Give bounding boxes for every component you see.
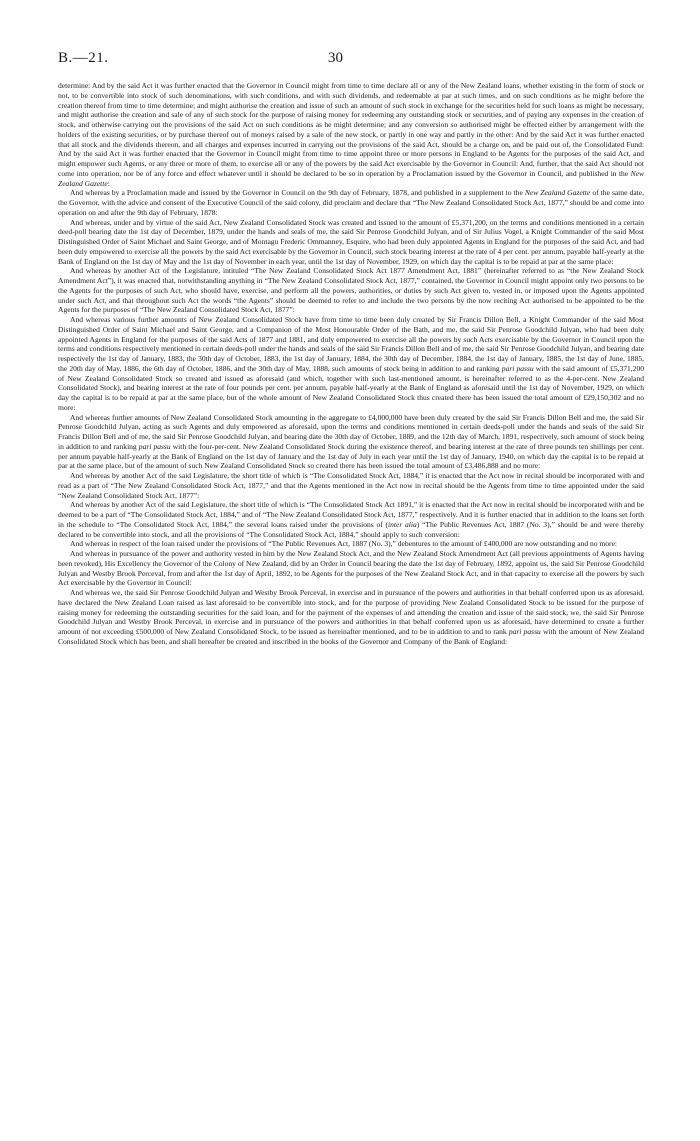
paragraph: And whereas further amounts of New Zealand Consolidated Stock amounting in the aggregate to £4,000,000 have been duly created by the said Sir Francis Dillon Bell and me, the said Sir Penrose Goodchild Julyan, acting as such Agents and duly empowered as aforesaid, upon the terms and conditions mentioned in certain deeds-poll under the hands and seals of the said Sir Francis Dillon Bell and of me, the said Sir Penrose Goodchild Julyan, and bearing date the 30th day of October, 1889, and the 12th day of March, 1891, respectively, such amount of stock being in addition to and ranking pari passu with the four-per-cent. New Zealand Consolidated Stock during the existence thereof, and bearing interest at the rate of three pounds ten shillings per cent. per annum payable half-yearly at the Bank of England on the 1st day of January and the 1st day of July in each year until the 1st day of January, 1940, on which day the capital is to be repaid at par at the same place, but of the amount of such New Zealand Consolidated Stock so created there has been issued the total amount of £3,486,888 and no more:: [58, 412, 645, 471]
document-body: [58, 81, 644, 647]
document-reference: B.—21.: [58, 50, 109, 66]
paragraph: And whereas in respect of the loan raised under the provisions of “The Public Revenues Act, 1887 (No. 3),” debentures to the amount of £400,000 are now outstanding and no more:: [70, 539, 618, 549]
paragraph: And whereas by another Act of the said Legislature, the short title of which is “The Consolidated Stock Act, 1884,” it is enacted that the Act now in recital should be incorporated with and read as a part of “The New Zealand Consolidated Stock Act, 1877,” and that the Agents mentioned in the Act now in recital should be the Agents from time to time appointed under the said “New Zealand Consolidated Stock Act, 1877”:: [58, 471, 644, 500]
paragraph: And whereas by another Act of the said Legislature, the short title of which is “The Consolidated Stock Act 1891,” it is enacted that the Act now in recital should be incorporated with and be deemed to be a part of “The Consolidated Stock Act, 1884,” and of “The New Zealand Consolidated Stock Act, 1877,” respectively. And it is further enacted that in addition to the loans set forth in the schedule to “The Consolidated Stock Act, 1884,” the several loans raised under the provisions of (inter alia) “The Public Revenues Act, 1887 (No. 3),” should be and were thereby declared to be convertible into stock, and all the provisions of “The Consolidated Stock Act, 1884,” should apply to such conversion:: [58, 500, 644, 539]
page-number: 30: [328, 50, 343, 66]
paragraph: determine: And by the said Act it was further enacted that the Governor in Council might from time to time declare all or any of the New Zealand loans, whether existing in the form of stock or not, to be convertible into stock of such denominations, with such conditions, and with such dividends, and redeemable at par at such times, and on such conditions as he might before the creation thereof from time to time determine; and might authorise the creation and issue of such an amount of such stock in exchange for the securities held for such loans as might be necessary, and might authorise the creation and sale of any of such stock for the purpose of raising money for redeeming any outstanding stock or securities, and of paying any expenses in the creation of stock, and otherwise carrying out the provisions of the said Act on such conditions as he might determine; and any conversion so authorised might be effected either by arrangement with the holders of the existing securities, or by purchase thereof out of moneys raised by a sale of the new stock, or partly in one way and partly in the other: And by the said Act it was further enacted that all stock and the dividends thereon, and all charges and expenses incurred in carrying out the provisions of the said Act, should be a charge on, and be paid out of, the Consolidated Fund: And by the said Act it was further enacted that the Governor in Council might from time to time appoint three or more persons in England to be Agents for the purposes of the said Act, and might empower such Agents, or any three or more of them, to exercise all or any of the powers by the said Act exercisable by the Governor in Council: And, further, that the said Act should not come into operation, nor be of any force and effect whatever until it should be declared to be so in operation by a Proclamation issued by the Governor in Council, and published in the New Zealand Gazette:: [58, 81, 644, 188]
paragraph: And whereas we, the said Sir Penrose Goodchild Julyan and Westby Brook Perceval, in exercise and in pursuance of the powers and authorities in that behalf conferred upon us as aforesaid, have declared the New Zealand Loan raised as last aforesaid to be convertible into stock, and for the purpose of providing New Zealand Consolidated Stock to be issued for the purpose of raising money for redeeming the outstanding securities for the said loan, and for the payment of the expenses of and attending the creation and issue of the said stock, we, the said Sir Penrose Goodchild Julyan and Westby Brook Perceval, in exercise and in pursuance of the powers and authorities in that behalf conferred upon us as aforesaid, have determined to create a further amount of not exceeding £500,000 of New Zealand Consolidated Stock, to be issued as hereinafter mentioned, and to be in addition to and to rank pari passu with the amount of New Zealand Consolidated Stock which has been, and shall hereafter be created and inscribed in the books of the Governor and Company of the Bank of England:: [58, 588, 644, 646]
paragraph: And whereas by another Act of the Legislature, intituled “The New Zealand Consolidated Stock Act 1877 Amendment Act, 1881” (hereinafter referred to as “the New Zealand Stock Amendment Act”), it was enacted that, notwithstanding anything in “The New Zealand Consolidated Stock Act, 1877,” contained, the Governor in Council might appoint only two persons to be the Agents for the purposes of such Act, who should have, exercise, and perform all the powers, authorities, or duties by such Act given to, vested in, or imposed upon the Agents appointed under such Act, and that throughout such Act the words “the Agents” should be deemed to refer to and include the two persons by the now reciting Act authorised to be appointed to be the Agents for the purposes of “The New Zealand Consolidated Stock Act, 1877”:: [58, 266, 644, 315]
paragraph: And whereas by a Proclamation made and issued by the Governor in Council on the 9th day of February, 1878, and published in a supplement to the New Zealand Gazette of the same date, the Governor, with the advice and consent of the Executive Council of the said colony, did proclaim and declare that “The New Zealand Consolidated Stock Act, 1877,” should be and come into operation on and after the 9th day of February, 1878:: [58, 188, 645, 217]
page-header: [58, 50, 644, 70]
paragraph: And whereas, under and by virtue of the said Act, New Zealand Consolidated Stock was created and issued to the amount of £5,371,200, on the terms and conditions mentioned in a certain deed-poll bearing date the 1st day of December, 1879, under the hands and seals of me, the said Sir Penrose Goodchild Julyan, and of Sir Julius Vogel, a Knight Commander of the said Most Distinguished Order of Saint Michael and Saint George, and of Montagu Frederic Ommanney, Esquire, who had been duly appointed Agents in England for the purposes of the said Act, and had been duly empowered to exercise all the powers by the said Act exercisable by the Governor in Council, such stock bearing interest at the rate of 4 per cent. per annum, payable half-yearly at the Bank of England on the 1st day of May and the 1st day of November in each year, until the 1st day of November, 1929, on which day the capital is to be repaid at par at the same place:: [58, 217, 644, 266]
paragraph: And whereas in pursuance of the power and authority vested in him by the New Zealand Stock Act, and the New Zealand Stock Amendment Act (all previous appointments of Agents having been revoked), His Excellency the Governor of the Colony of New Zealand, did by an Order in Council bearing the date the 1st day of February, 1892, appoint us, the said Sir Penrose Goodchild Julyan and Westby Brook Perceval, from and after the 1st day of April, 1892, to be Agents for the purposes of the New Zealand Stock Act, and in that capacity to exercise all the powers by such Act exercisable by the Governor in Council:: [58, 549, 644, 588]
paragraph: And whereas various further amounts of New Zealand Consolidated Stock have from time to time been duly created by Sir Francis Dillon Bell, a Knight Commander of the said Most Distinguished Order of Saint Michael and Saint George, and a Companion of the Most Honourable Order of the Bath, and me, the said Sir Penrose Goodchild Julyan, who had been duly appointed Agents in England for the purposes of the said Acts of 1877 and 1881, and duly empowered to exercise all the powers by such Acts exercisable by the Governor in Council upon the terms and conditions respectively mentioned in certain deeds-poll under the hands and seals of the said Sir Francis Dillon Bell and of me, the said Sir Penrose Goodchild Julyan, and bearing date respectively the 1st day of January, 1883, the 30th day of October, 1883, the 1st day of January, 1884, the 30th day of December, 1884, the 1st day of January, 1885, the 1st day of June, 1885, the 20th day of May, 1886, the 6th day of October, 1886, and the 30th day of May, 1888, such amounts of stock being in addition to and ranking pari passu with the said amount of £5,371,200 of New Zealand Consolidated Stock so created and issued as aforesaid (and which, together with such last-mentioned amount, is hereinafter referred to as the 4-per-cent. New Zealand Consolidated Stock), and bearing interest at the rate of four pounds per cent. per annum, payable half-yearly at the Bank of England as aforesaid until the 1st day of November, 1929, on which day the capital is to be repaid at par at the same place, but of the whole amount of New Zealand Consolidated Stock thus created there has been issued the total amount of £29,150,302 and no more:: [58, 315, 645, 412]
